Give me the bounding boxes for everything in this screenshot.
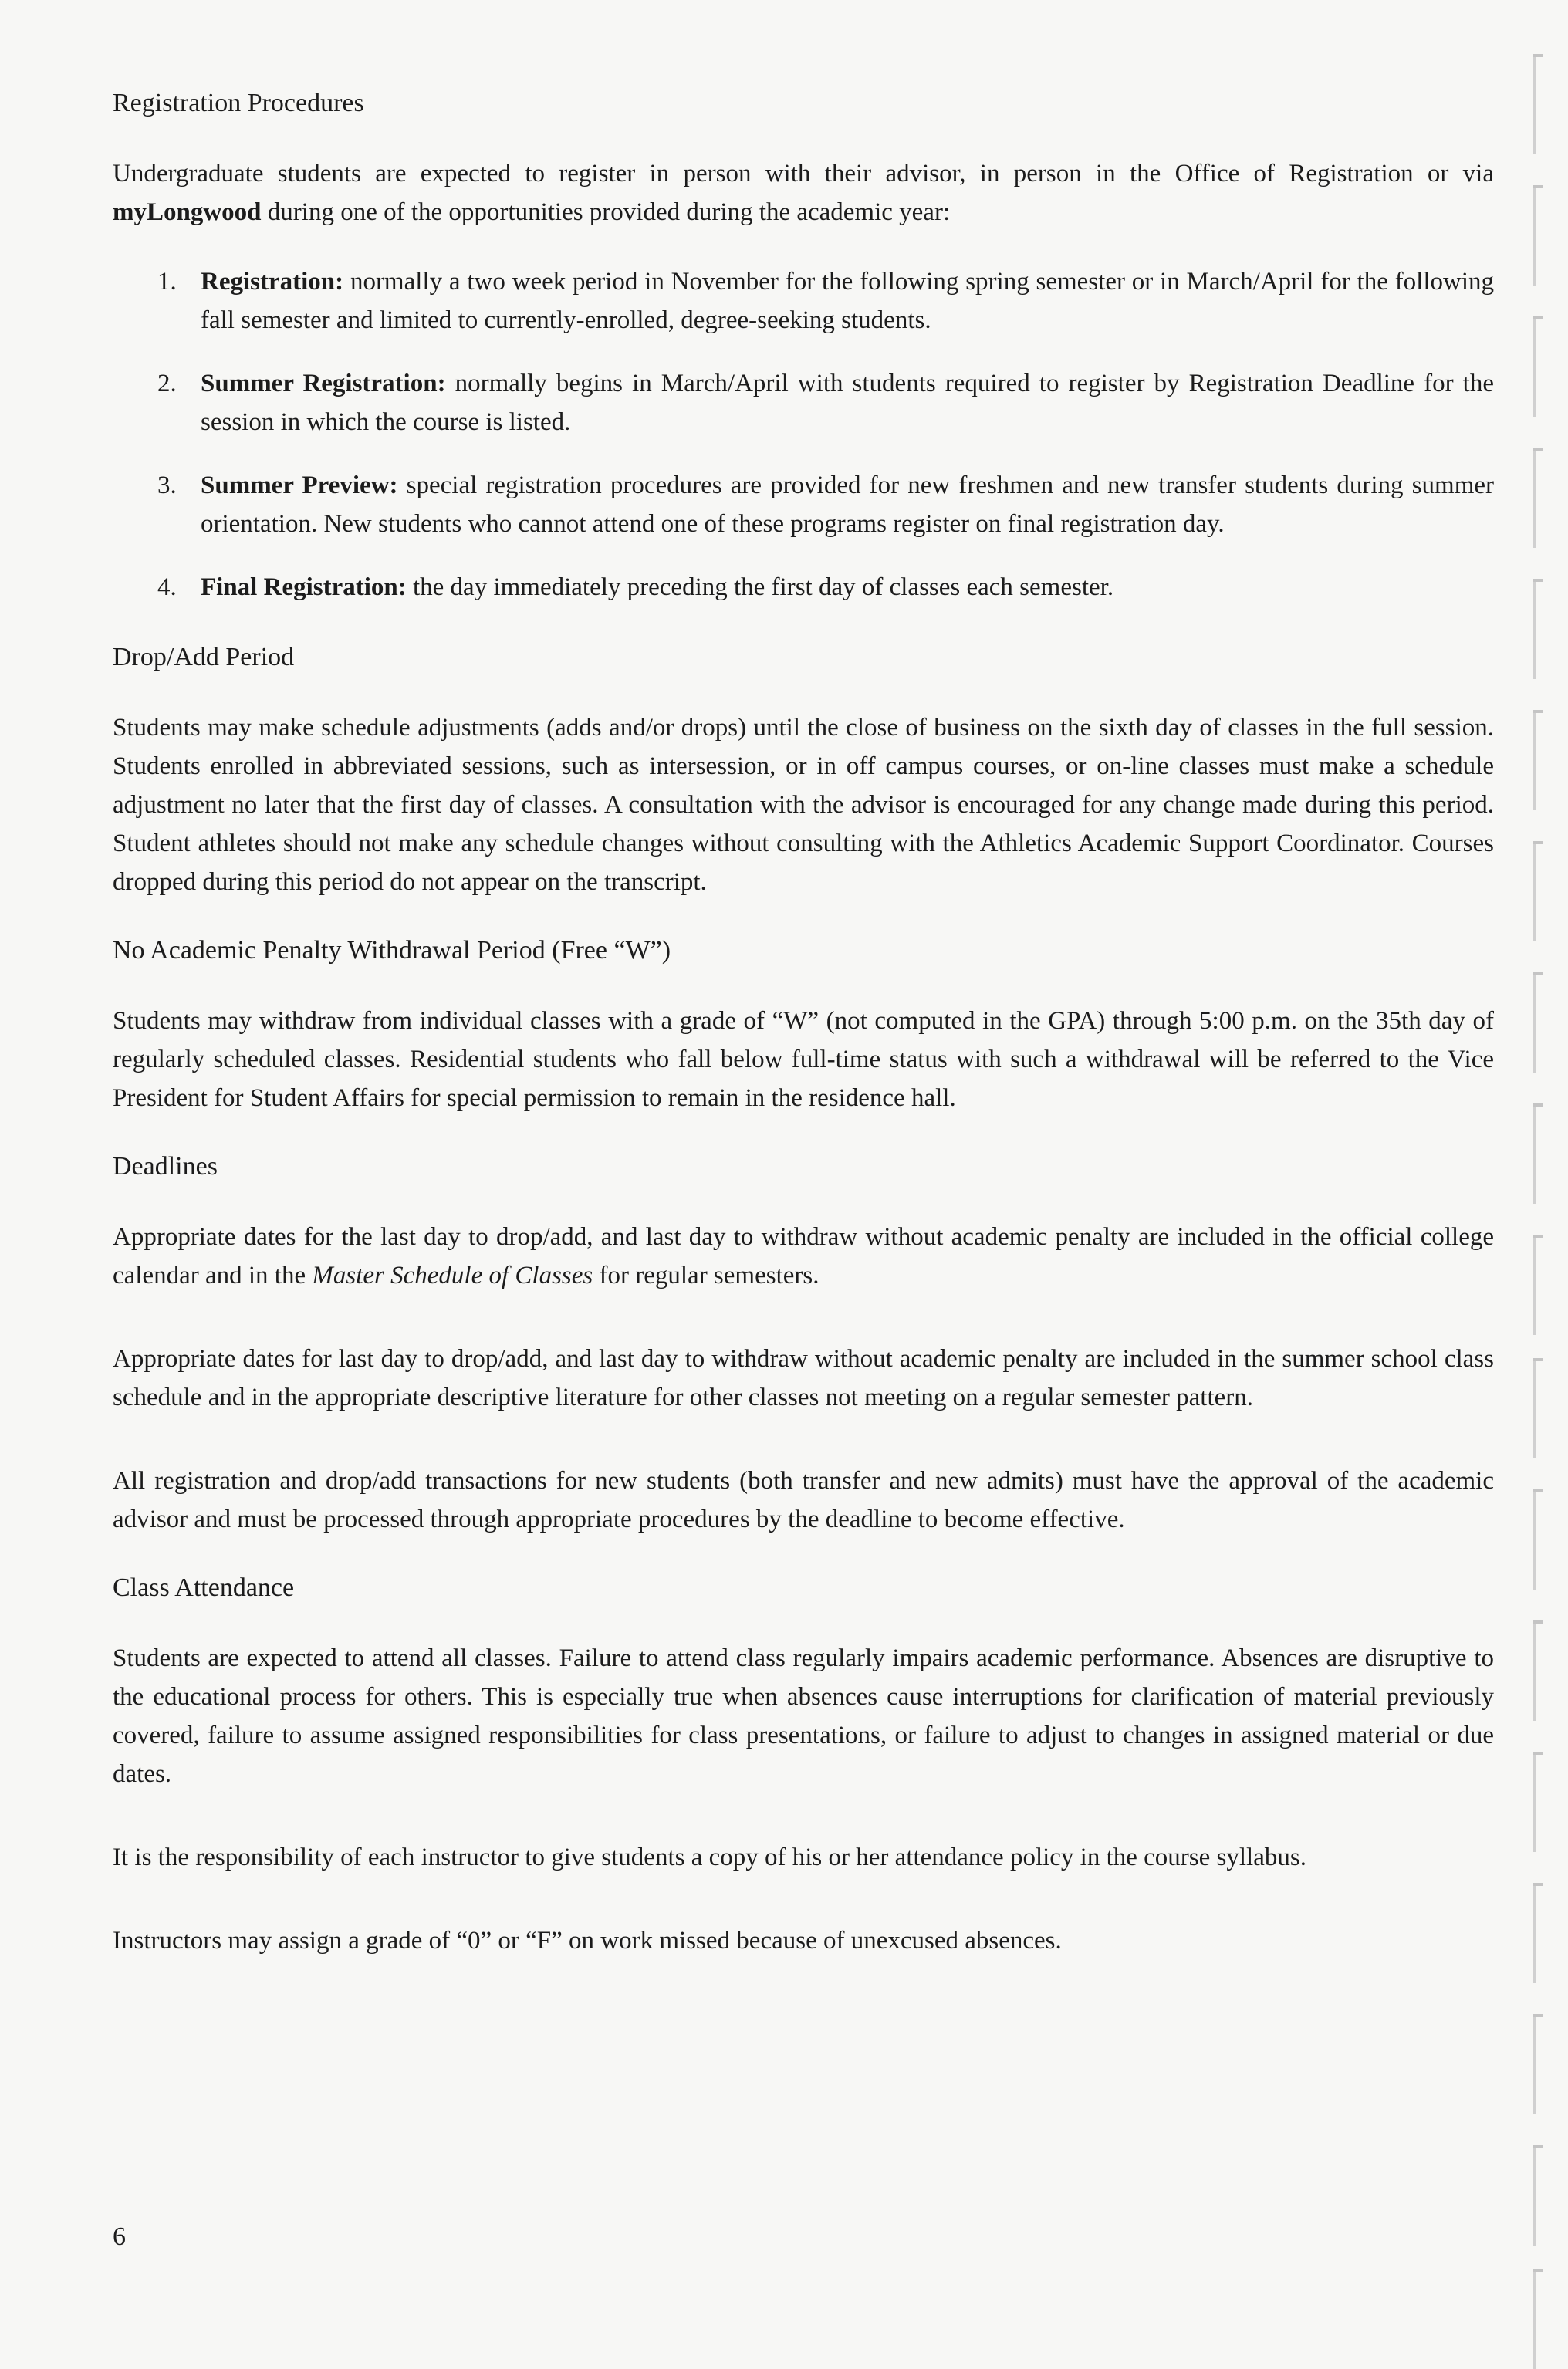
registration-intro: Undergraduate students are expected to register in person with their advisor, in person in the Office of Registration or via myLongwood during one of the opportunities provided during the academic year:	[113, 160, 1494, 226]
binder-mark	[1533, 1620, 1536, 1721]
withdrawal-heading: No Academic Penalty Withdrawal Period (Free “W”)	[113, 936, 671, 965]
withdrawal-text: Students may withdraw from individual classes with a grade of “W” (not computed in the GPA) through 5:00 p.m. on the 35th day of regularly scheduled classes. Residential students who fall below full-time status with such a withdrawal will be referred to the Vice President for Student Affairs for special permission to remain in the residence hall.	[113, 1007, 1494, 1112]
binder-mark	[1533, 579, 1536, 679]
drop-add-text: Students may make schedule adjustments (adds and/or drops) until the close of business on the sixth day of classes in the full session. Students enrolled in abbreviated sessions, such as intersession, or in off campus courses, or on-line classes must make a schedule adjustment no later that the first day of classes. A consultation with the advisor is encouraged for any change made during this period. Student athletes should not make any schedule changes without consulting with the Athletics Academic Support Coordinator. Courses dropped during this period do not appear on the transcript.	[113, 714, 1494, 896]
binder-mark	[1533, 316, 1536, 417]
binder-mark	[1533, 2269, 1536, 2369]
document-page	[113, 85, 1494, 1991]
binder-mark	[1533, 1883, 1536, 1983]
binder-mark	[1533, 1103, 1536, 1204]
deadlines-para-1: Appropriate dates for the last day to drop/add, and last day to withdraw without academic penalty are included in the official college calendar and in the Master Schedule of Classes for regular semesters.	[113, 1223, 1494, 1289]
attendance-heading: Class Attendance	[113, 1573, 295, 1602]
binder-mark	[1533, 710, 1536, 810]
binder-mark	[1533, 448, 1536, 548]
binder-mark	[1533, 1752, 1536, 1852]
binder-mark	[1533, 841, 1536, 941]
registration-list	[113, 262, 1494, 607]
attendance-para-2: It is the responsibility of each instructor to give students a copy of his or her attendance policy in the course syllabus.	[113, 1843, 1306, 1871]
binder-mark	[1533, 2145, 1536, 2246]
binder-mark	[1533, 54, 1536, 154]
binder-mark	[1533, 972, 1536, 1073]
deadlines-para-2: Appropriate dates for last day to drop/add, and last day to withdraw without academic penalty are included in the summer school class schedule and in the appropriate descriptive literature for other classes not meeting on a regular semester pattern.	[113, 1345, 1494, 1411]
attendance-para-3: Instructors may assign a grade of “0” or “F” on work missed because of unexcused absences.	[113, 1927, 1062, 1955]
binder-mark	[1533, 1235, 1536, 1335]
list-item: 1. Registration: normally a two week period in November for the following spring semester or in March/April for the following fall semester and limited to currently-enrolled, degree-seeking students.	[157, 268, 1494, 334]
mylongwood-link-text: myLongwood	[113, 198, 262, 226]
list-item: 2. Summer Registration: normally begins in March/April with students required to register by Registration Deadline for the session in which the course is listed.	[157, 370, 1494, 436]
deadlines-heading: Deadlines	[113, 1152, 218, 1181]
binder-edge	[1522, 0, 1568, 2337]
registration-heading: Registration Procedures	[113, 89, 364, 117]
drop-add-heading: Drop/Add Period	[113, 643, 295, 671]
binder-mark	[1533, 1358, 1536, 1458]
attendance-para-1: Students are expected to attend all classes. Failure to attend class regularly impairs academic performance. Absences are disruptive to the educational process for others. This is especially true when absences cause interruptions for clarification of material previously covered, failure to assume assigned responsibilities for class presentations, or failure to adjust to changes in assigned material or due dates.	[113, 1644, 1494, 1788]
binder-mark	[1533, 2014, 1536, 2114]
list-item: 4. Final Registration: the day immediately preceding the first day of classes each semester.	[157, 573, 1114, 601]
binder-mark	[1533, 185, 1536, 286]
master-schedule-title: Master Schedule of Classes	[312, 1262, 593, 1289]
binder-mark	[1533, 1489, 1536, 1590]
list-item: 3. Summer Preview: special registration procedures are provided for new freshmen and new transfer students during summer orientation. New students who cannot attend one of these programs register on final registration day.	[157, 471, 1494, 538]
deadlines-para-3: All registration and drop/add transactions for new students (both transfer and new admits) must have the approval of the academic advisor and must be processed through appropriate procedures by the deadline to become effective.	[113, 1467, 1494, 1533]
page-number: 6	[113, 2222, 126, 2251]
